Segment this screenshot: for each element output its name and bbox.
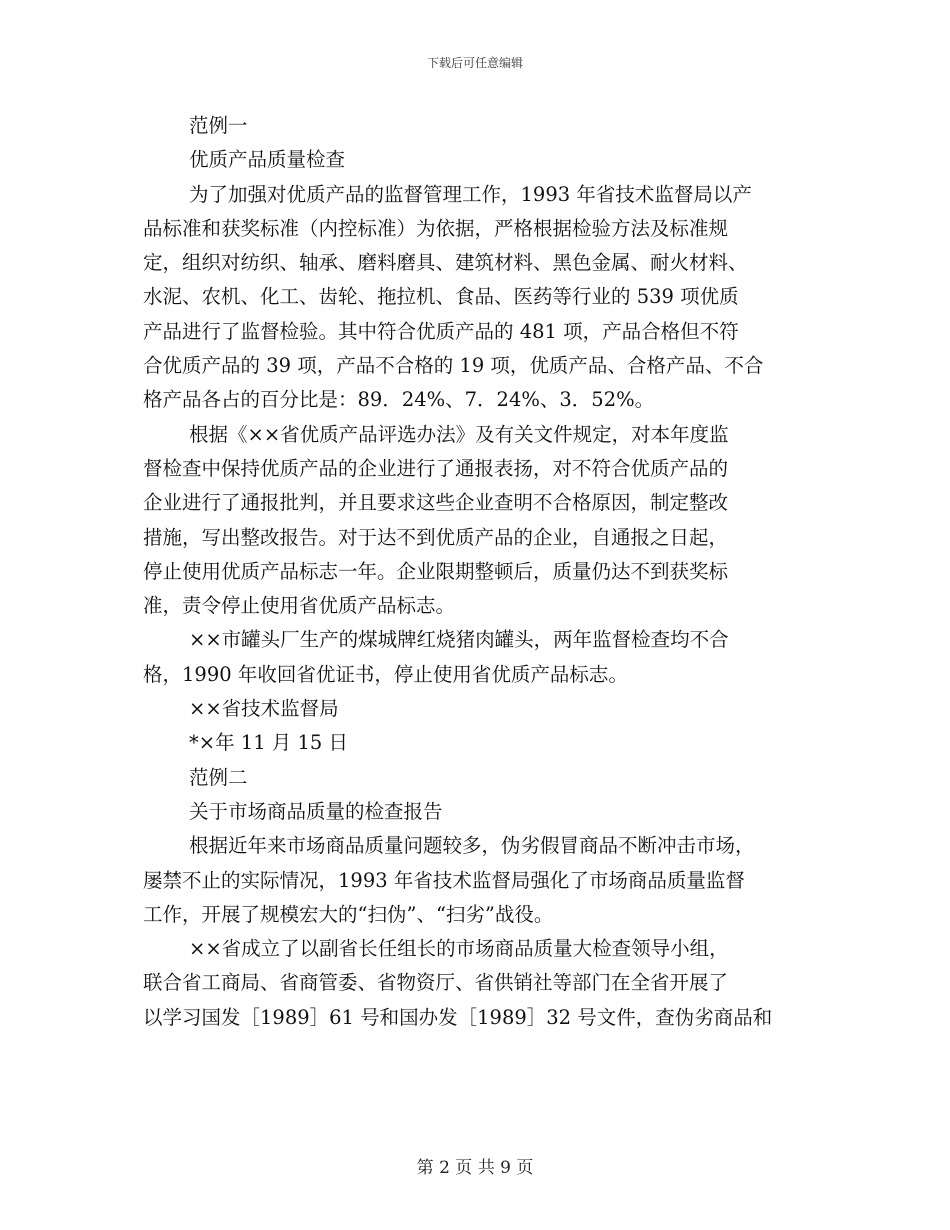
text-line: 准，责令停止使用省优质产品标志。 [143, 594, 456, 618]
document-body [143, 109, 811, 1035]
text-line: 合优质产品的 39 项，产品不合格的 19 项，优质产品、合格产品、不合 [143, 354, 764, 378]
text-line: 根据《××省优质产品评选办法》及有关文件规定，对本年度监 [189, 422, 729, 446]
text-line: 企业进行了通报批判，并且要求这些企业查明不合格原因，制定整改 [143, 491, 729, 515]
header-note: 下载后可任意编辑 [426, 56, 523, 70]
page-number: 第 2 页 共 9 页 [416, 1158, 534, 1178]
text-line: ××省技术监督局 [189, 697, 339, 721]
text-line: 产品进行了监督检验。其中符合优质产品的 481 项，产品合格但不符 [143, 319, 739, 343]
text-line: 水泥、农机、化工、齿轮、拖拉机、食品、医药等行业的 539 项优质 [143, 285, 739, 309]
text-line: 格产品各占的百分比是：89．24%、7．24%、3．52%。 [143, 388, 655, 412]
text-line: 措施，写出整改报告。对于达不到优质产品的企业，自通报之日起， [143, 525, 729, 549]
text-line: 以学习国发［1989］61 号和国办发［1989］32 号文件，查伪劣商品和 [143, 1005, 773, 1029]
text-line: ××省成立了以副省长任组长的市场商品质量大检查领导小组， [189, 937, 729, 961]
text-line: 工作，开展了规模宏大的“扫伪”、“扫劣”战役。 [143, 902, 554, 926]
text-line: 停止使用优质产品标志一年。企业限期整顿后，质量仍达不到获奖标 [143, 559, 729, 583]
text-line: 品标准和获奖标准（内控标准）为依据，严格根据检验方法及标准规 [143, 216, 729, 240]
text-line: *×年 11 月 15 日 [189, 731, 349, 755]
text-line: 范例一 [189, 114, 248, 137]
text-line: 关于市场商品质量的检查报告 [189, 799, 443, 823]
text-line: 优质产品质量检查 [189, 148, 346, 172]
text-line: 屡禁不止的实际情况，1993 年省技术监督局强化了市场商品质量监督 [143, 868, 745, 892]
text-line: 范例二 [189, 765, 248, 789]
text-line: ××市罐头厂生产的煤城牌红烧猪肉罐头，两年监督检查均不合 [189, 628, 729, 652]
text-line: 定，组织对纺织、轴承、磨料磨具、建筑材料、黑色金属、耐火材料、 [143, 251, 748, 275]
text-line: 督检查中保持优质产品的企业进行了通报表扬，对不符合优质产品的 [143, 456, 729, 480]
text-line: 为了加强对优质产品的监督管理工作，1993 年省技术监督局以产 [189, 182, 752, 206]
text-line: 联合省工商局、省商管委、省物资厅、省供销社等部门在全省开展了 [143, 971, 729, 995]
text-line: 格，1990 年收回省优证书，停止使用省优质产品标志。 [143, 662, 628, 686]
text-line: 根据近年来市场商品质量问题较多，伪劣假冒商品不断冲击市场， [189, 834, 755, 858]
